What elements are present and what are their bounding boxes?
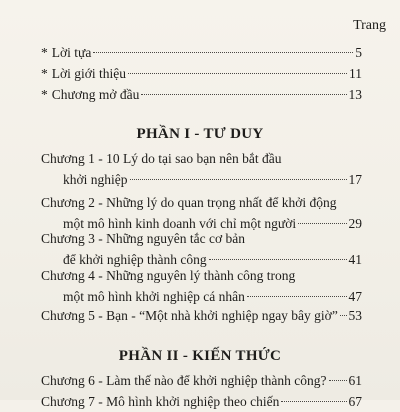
toc-entry-introduction	[41, 63, 362, 84]
toc-page-number: 13	[348, 87, 362, 102]
toc-entry-title: Chương 7 - Mô hình khởi nghiệp theo chiến	[41, 394, 280, 409]
toc-entry-chapter-6	[41, 370, 362, 391]
toc-entry-title: Chương 3 - Những nguyên tắc cơ bản	[41, 231, 245, 246]
bullet-marker: *	[41, 45, 48, 60]
toc-page-number: 11	[349, 66, 362, 81]
toc-page-number: 53	[348, 308, 362, 323]
toc-entry-preface	[41, 42, 362, 63]
dot-leader	[130, 179, 347, 180]
dot-leader	[340, 315, 347, 316]
dot-leader	[247, 296, 347, 297]
toc-entry-title: Lời tựa	[51, 45, 92, 60]
dot-leader	[281, 401, 346, 402]
toc-entry-title-continued: khởi nghiệp	[63, 172, 128, 187]
dot-leader	[209, 259, 347, 260]
toc-entry-chapter-5	[41, 305, 362, 326]
dot-leader	[329, 380, 347, 381]
toc-entry-title: Chương 1 - 10 Lý do tại sao bạn nên bắt đầu	[41, 151, 282, 166]
toc-entry-title: Chương 5 - Bạn - “Một nhà khởi nghiệp ngay bây giờ”	[41, 308, 338, 323]
toc-entry-title: Chương mở đầu	[51, 87, 140, 102]
dot-leader	[128, 73, 347, 74]
toc-entry-title: Chương 6 - Làm thế nào để khởi nghiệp thành công?	[41, 373, 327, 388]
part-1-heading: PHẦN I - TƯ DUY	[136, 126, 264, 142]
toc-entry-chapter-3	[41, 228, 362, 270]
part-2-heading: PHẦN II - KIẾN THỨC	[118, 348, 282, 364]
toc-page-number: 29	[348, 216, 362, 231]
toc-entry-title: Chương 4 - Những nguyên lý thành công trong	[41, 268, 296, 283]
toc-page-number: 67	[348, 394, 362, 409]
toc-entry-opening-chapter	[41, 84, 362, 105]
dot-leader	[93, 52, 353, 53]
toc-entry-title: Lời giới thiệu	[51, 66, 127, 81]
dot-leader	[141, 94, 346, 95]
toc-page-number: 17	[348, 172, 362, 187]
dot-leader	[298, 223, 346, 224]
toc-page-number: 41	[348, 252, 362, 267]
toc-page-number: 5	[355, 45, 362, 60]
toc-entry-title-continued: để khởi nghiệp thành công	[63, 252, 207, 267]
toc-entry-chapter-4	[41, 265, 362, 307]
page-column-label: Trang	[353, 18, 386, 33]
toc-entry-title-continued: một mô hình kinh doanh với chỉ một người	[63, 216, 297, 231]
toc-entry-chapter-7	[41, 391, 362, 412]
toc-entry-title-continued: một mô hình khởi nghiệp cá nhân	[63, 289, 245, 304]
toc-page-number: 61	[348, 373, 362, 388]
toc-page-number: 47	[348, 289, 362, 304]
bullet-marker: *	[41, 87, 48, 102]
toc-entry-chapter-1	[41, 148, 362, 190]
bullet-marker: *	[41, 66, 48, 81]
toc-entry-title: Chương 2 - Những lý do quan trọng nhất để khởi động	[41, 195, 337, 210]
